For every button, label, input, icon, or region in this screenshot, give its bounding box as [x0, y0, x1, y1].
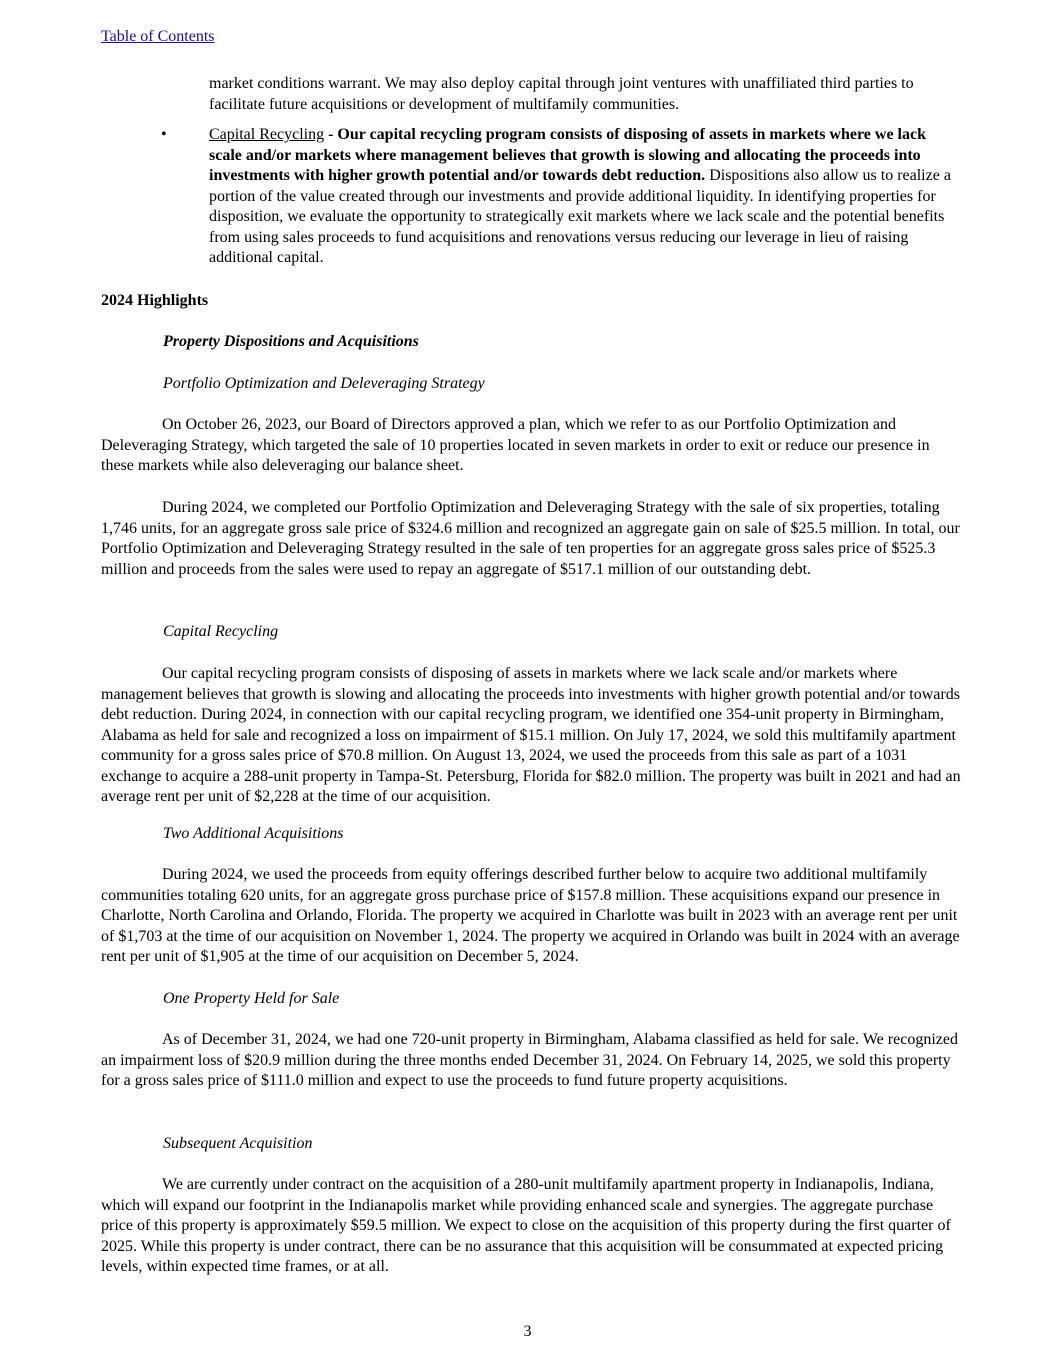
page-number: 3: [523, 1323, 532, 1340]
held-for-sale-heading: One Property Held for Sale: [163, 990, 340, 1007]
capital-recycling-bullet: [209, 125, 961, 269]
continuation-paragraph: market conditions warrant. We may also deploy capital through joint ventures with unaffiliated third parties to facilitate future acquisitions or development of multifamily communities.: [209, 75, 914, 113]
portfolio-paragraph-1: On October 26, 2023, our Board of Directors approved a plan, which we refer to as our Portfolio Optimization and Deleveraging Strategy, which targeted the sale of 10 properties located in seven markets in order to exit or reduce our presence in these markets while also deleveraging our balance sheet.: [101, 416, 930, 474]
section-title: 2024 Highlights: [101, 292, 209, 309]
held-for-sale-paragraph: As of December 31, 2024, we had one 720-unit property in Birmingham, Alabama classified as held for sale. We recognized an impairment loss of $20.9 million during the three months ended December 31, 2024. On February 14, 2025, we sold this property for a gross sales price of $111.0 million and expect to use the proceeds to fund future property acquisitions.: [101, 1031, 958, 1089]
capital-recycling-paragraph: Our capital recycling program consists of disposing of assets in markets where we lack scale and/or markets where management believes that growth is slowing and allocating the proceeds into investments with higher growth potential and/or towards debt reduction. During 2024, in connection with our capital recycling program, we identified one 354-unit property in Birmingham, Alabama as held for sale and recognized a loss on impairment of $15.1 million. On July 17, 2024, we sold this multifamily apartment community for a gross sales price of $70.8 million. On August 13, 2024, we used the proceeds from this sale as part of a 1031 exchange to acquire a 288-unit property in Tampa-St. Petersburg, Florida for $82.0 million. The property was built in 2021 and had an average rent per unit of $2,228 at the time of our acquisition.: [101, 665, 961, 805]
bullet-marker: •: [161, 126, 167, 143]
two-acquisitions-heading: Two Additional Acquisitions: [163, 825, 344, 842]
subsequent-acquisition-paragraph: We are currently under contract on the acquisition of a 280-unit multifamily apartment property in Indianapolis, Indiana, which will expand our footprint in the Indianapolis market while providing enhanced scale and synergies. The aggregate purchase price of this property is approximately $59.5 million. We expect to close on the acquisition of this property during the first quarter of 2025. While this property is under contract, there can be no assurance that this acquisition will be consummated at expected pricing levels, within expected time frames, or at all.: [101, 1176, 951, 1275]
section-subtitle: Property Dispositions and Acquisitions: [163, 333, 419, 350]
capital-recycling-term: Capital Recycling: [209, 126, 325, 143]
two-acquisitions-paragraph: During 2024, we used the proceeds from equity offerings described further below to acquire two additional multifamily communities totaling 620 units, for an aggregate gross purchase price of $157.8 million. These acquisitions expand our presence in Charlotte, North Carolina and Orlando, Florida. The property we acquired in Charlotte was built in 2023 with an average rent per unit of $1,703 at the time of our acquisition on November 1, 2024. The property we acquired in Orlando was built in 2024 with an average rent per unit of $1,905 at the time of our acquisition on December 5, 2024.: [101, 866, 960, 965]
capital-recycling-text: Dispositions also allow us to realize a portion of the value created through our investments and provide additional liquidity. In identifying properties for disposition, we evaluate the opportunity to strategically exit markets where we lack scale and the potential benefits from using sales proceeds to fund acquisitions and renovations versus reducing our leverage in lieu of raising additional capital.: [209, 167, 951, 266]
capital-recycling-heading: Capital Recycling: [163, 623, 279, 640]
subsequent-acquisition-heading: Subsequent Acquisition: [163, 1135, 313, 1152]
table-of-contents-link[interactable]: Table of Contents: [101, 28, 215, 45]
portfolio-heading: Portfolio Optimization and Deleveraging Strategy: [163, 375, 485, 392]
portfolio-paragraph-2: During 2024, we completed our Portfolio Optimization and Deleveraging Strategy with the sale of six properties, totaling 1,746 units, for an aggregate gross sale price of $324.6 million and recognized an aggregate gain on sale of $25.5 million. In total, our Portfolio Optimization and Deleveraging Strategy resulted in the sale of ten properties for an aggregate gross sales price of $525.3 million and proceeds from the sales were used to repay an aggregate of $517.1 million of our outstanding debt.: [101, 499, 960, 578]
capital-recycling-bold-text: - Our capital recycling program consists of disposing of assets in markets where we lack scale and/or markets where management believes that growth is slowing and allocating the proceeds into investments with higher growth potential and/or towards debt reduction.: [209, 126, 926, 184]
